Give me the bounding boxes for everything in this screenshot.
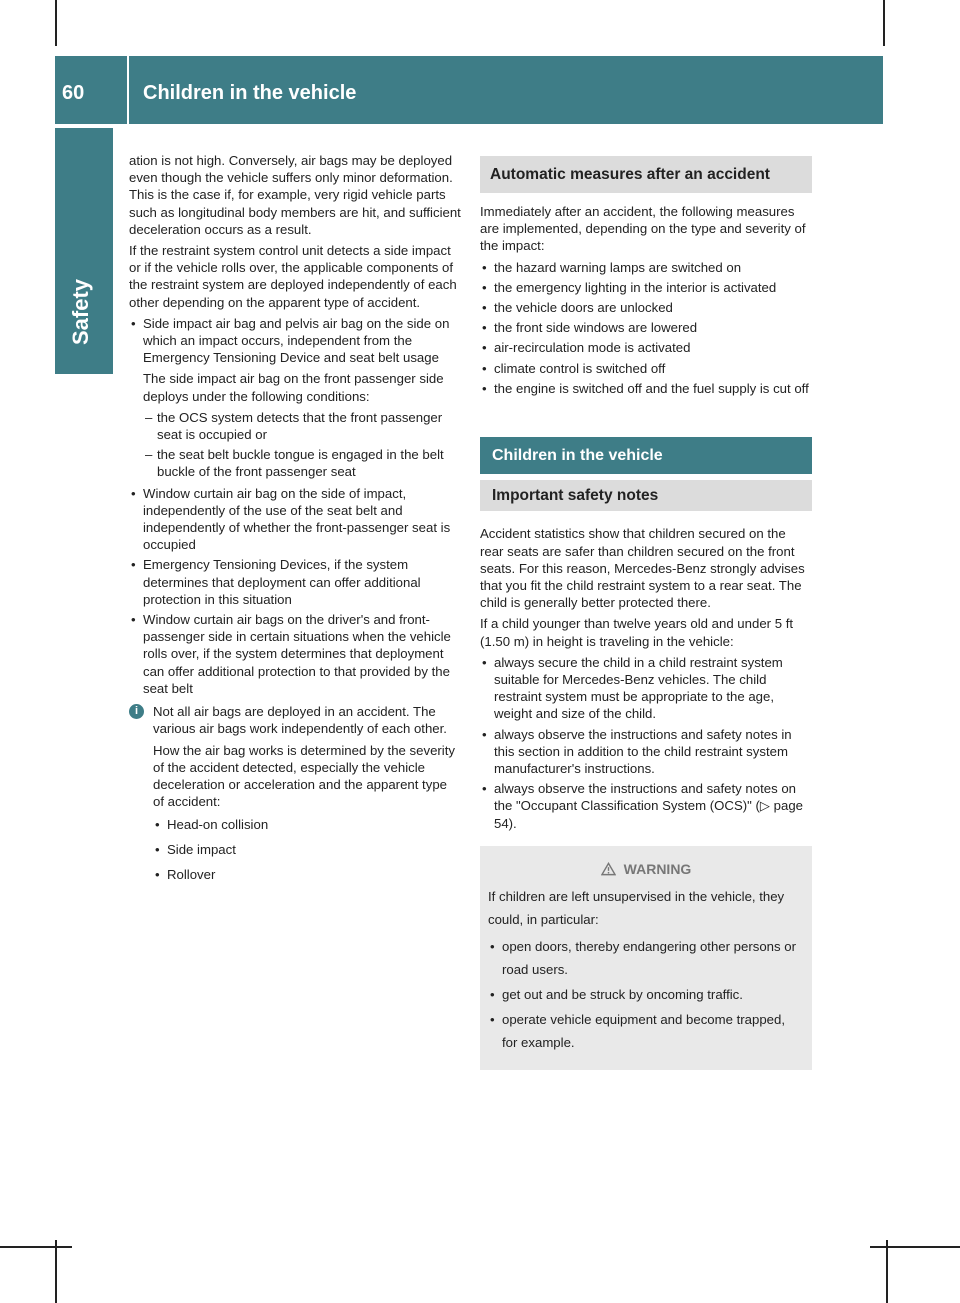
list-item: • Rollover bbox=[153, 864, 461, 886]
list-item: • operate vehicle equipment and become trapped, for example. bbox=[488, 1008, 804, 1054]
list-item-text: Side impact air bag and pelvis air bag on the side on which an impact occurs, independent from the Emergency Tensioning Device and seat belt usage bbox=[143, 315, 450, 366]
accident-type-list bbox=[153, 814, 461, 886]
condition-list bbox=[129, 409, 461, 481]
paragraph: Immediately after an accident, the following measures are implemented, depending on the type and severity of the impact: bbox=[480, 204, 806, 254]
crop-mark bbox=[55, 0, 57, 46]
paragraph: If a child younger than twelve years old and under 5 ft (1.50 m) in height is traveling in the vehicle: bbox=[480, 616, 794, 649]
list-item: • the emergency lighting in the interior is activated bbox=[480, 279, 812, 296]
list-item bbox=[129, 315, 461, 367]
warning-triangle-icon bbox=[601, 862, 616, 876]
paragraph: Accident statistics show that children secured on the rear seats are safer than children secured on the front seats. For this reason, Mercedes-Benz strongly advises that you fit the child restraint system to a rear seat. The child is generally better protected there. bbox=[480, 526, 805, 611]
section-heading-children: Children in the vehicle bbox=[480, 437, 812, 474]
restraint-list bbox=[129, 315, 461, 367]
list-item: • Window curtain air bag on the side of impact, independently of the use of the seat belt and independently of whether the front-passenger seat is occupied bbox=[129, 485, 461, 554]
warning-title bbox=[488, 858, 804, 881]
warning-paragraph: If children are left unsupervised in the vehicle, they could, in particular: bbox=[488, 888, 785, 927]
subsection-heading-safety-notes: Important safety notes bbox=[480, 480, 812, 511]
info-icon: i bbox=[129, 704, 144, 719]
list-item: • the engine is switched off and the fuel supply is cut off bbox=[480, 380, 812, 397]
info-paragraph: Not all air bags are deployed in an accident. The various air bags work independently of each other. bbox=[153, 704, 447, 737]
page-title: Children in the vehicle bbox=[143, 82, 357, 104]
left-column bbox=[129, 152, 461, 890]
sub-paragraph: The side impact air bag on the front passenger side deploys under the following conditions: bbox=[143, 371, 444, 404]
warning-box bbox=[480, 846, 812, 1070]
list-item: • Head-on collision bbox=[153, 814, 461, 836]
warning-title-text: WARNING bbox=[623, 860, 692, 877]
restraint-list-continued bbox=[129, 485, 461, 697]
list-item: • always observe the instructions and safety notes on the "Occupant Classification System (OCS)" (▷ page 54). bbox=[480, 780, 812, 832]
crop-mark bbox=[883, 0, 885, 46]
measures-list bbox=[480, 259, 812, 397]
list-item: • Side impact bbox=[153, 839, 461, 861]
list-item: • Window curtain air bags on the driver's and front-passenger side in certain situations when the vehicle rolls over, if the system determines that deployment can offer additional protection to that provided by the seat belt bbox=[129, 611, 461, 697]
list-item: • climate control is switched off bbox=[480, 360, 812, 377]
section-heading-automatic-measures: Automatic measures after an accident bbox=[480, 156, 812, 193]
crop-mark bbox=[886, 1240, 888, 1303]
side-tab-label: Safety bbox=[68, 278, 93, 345]
list-item: • the vehicle doors are unlocked bbox=[480, 299, 812, 316]
crop-mark bbox=[0, 1246, 72, 1248]
info-paragraph: How the air bag works is determined by the severity of the accident detected, especially the vehicle deceleration or acceleration and the apparent type of accident: bbox=[153, 742, 455, 810]
list-item: • the hazard warning lamps are switched on bbox=[480, 259, 812, 276]
paragraph: ation is not high. Conversely, air bags may be deployed even though the vehicle suffers only minor deformation. This is the case if, for example, very rigid vehicle parts such as longitudinal body members are hit, and sufficient deceleration occurs as a result. bbox=[129, 153, 461, 237]
right-column bbox=[480, 156, 812, 1070]
page-number: 60 bbox=[62, 82, 85, 104]
crop-mark bbox=[870, 1246, 960, 1248]
list-item: • get out and be struck by oncoming traffic. bbox=[488, 983, 804, 1006]
list-item: • always secure the child in a child restraint system suitable for Mercedes-Benz vehicles. The child restraint system must be appropriate to the age, weight and size of the child. bbox=[480, 654, 812, 723]
list-item: • the front side windows are lowered bbox=[480, 319, 812, 336]
list-item: – the OCS system detects that the front passenger seat is occupied or bbox=[157, 409, 461, 443]
crop-mark bbox=[55, 1240, 57, 1303]
warning-list bbox=[488, 935, 804, 1054]
list-item: • open doors, thereby endangering other persons or road users. bbox=[488, 935, 804, 981]
list-item: • always observe the instructions and safety notes in this section in addition to the child restraint system manufacturer's instructions. bbox=[480, 726, 812, 778]
list-item: • air-recirculation mode is activated bbox=[480, 339, 812, 356]
list-item: – the seat belt buckle tongue is engaged in the belt buckle of the front passenger seat bbox=[157, 446, 461, 480]
children-list bbox=[480, 654, 812, 832]
header-divider bbox=[127, 56, 129, 124]
info-note bbox=[129, 703, 461, 886]
list-item: • Emergency Tensioning Devices, if the system determines that deployment can offer additional protection in this situation bbox=[129, 556, 461, 608]
paragraph: If the restraint system control unit detects a side impact or if the vehicle rolls over, the applicable components of the restraint system are deployed independently of each other depending on the apparent type of accident. bbox=[129, 243, 457, 310]
